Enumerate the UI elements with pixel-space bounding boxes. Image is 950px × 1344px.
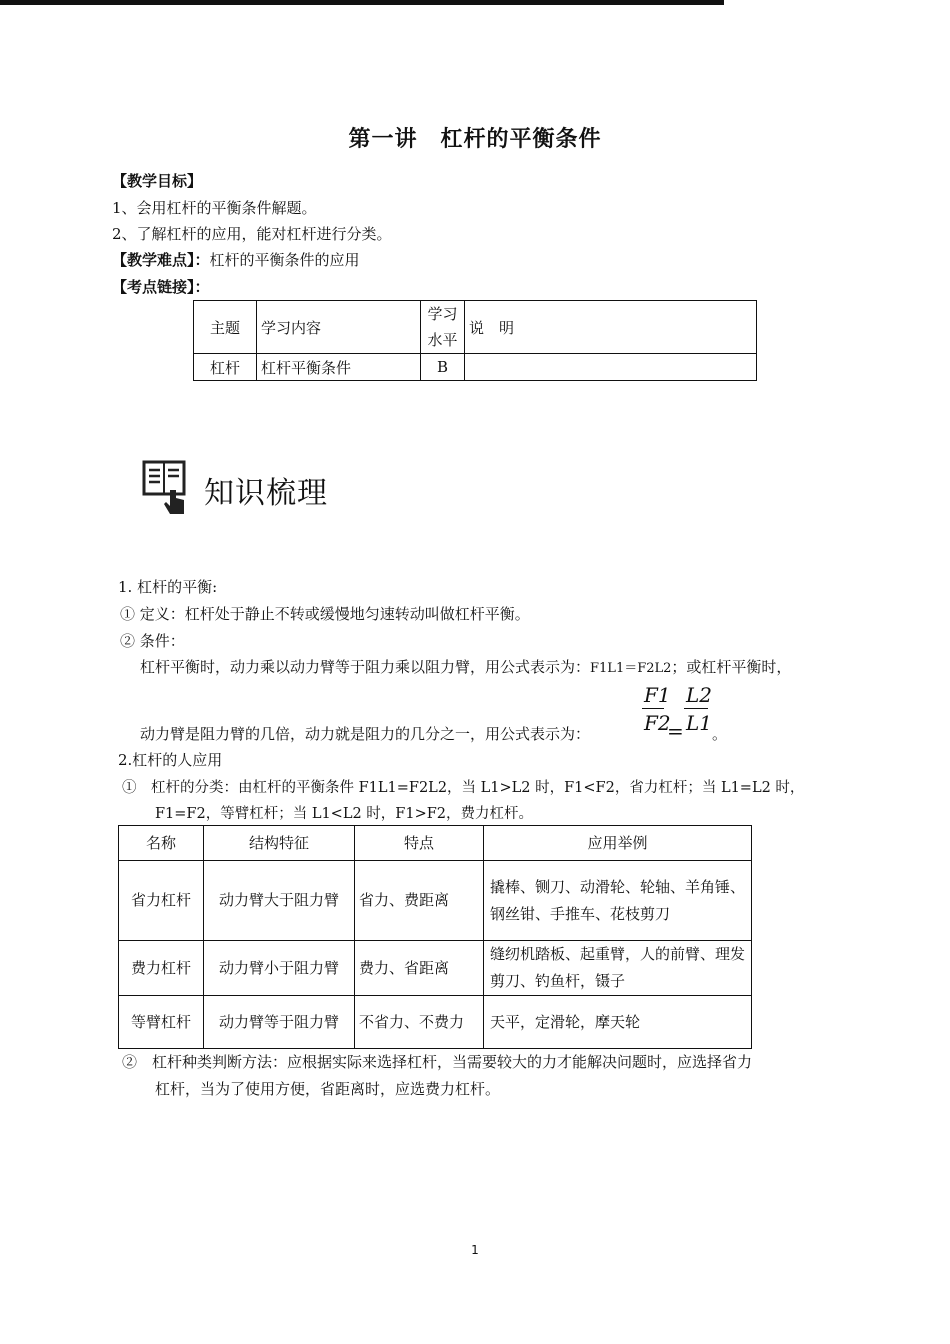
table1-cell-content: 杠杆平衡条件 xyxy=(257,354,421,381)
difficulty-text: 杠杆的平衡条件的应用 xyxy=(209,251,360,269)
difficulty-label: 【教学难点】： xyxy=(112,251,210,269)
page-title: 第一讲 杠杆的平衡条件 xyxy=(348,127,602,152)
table2-cell: 不省力、不费力 xyxy=(355,996,484,1049)
table2-cell: 动力臂小于阻力臂 xyxy=(204,941,355,996)
table1-header-topic: 主题 xyxy=(194,301,257,354)
p2-classification-line1: ① 杠杆的分类：由杠杆的平衡条件 F1L1=F2L2，当 L1>L2 时，F1<F2，省力杠杆；当 L1=L2 时， xyxy=(122,780,805,796)
section-divider-thin xyxy=(0,4,724,5)
p1-line2-text: 动力臂是阻力臂的几倍，动力就是阻力的几分之一，用公式表示为： xyxy=(140,725,591,743)
lever-types-table xyxy=(118,825,752,1049)
frac-equals: = xyxy=(667,719,684,743)
table2-cell: 动力臂大于阻力臂 xyxy=(204,861,355,941)
table2-cell: 撬棒、铡刀、动滑轮、轮轴、羊角锤、钢丝钳、手推车、花枝剪刀 xyxy=(484,861,752,941)
goal-2: 2、了解杠杆的应用，能对杠杆进行分类。 xyxy=(112,225,392,243)
table-row xyxy=(119,996,752,1049)
table2-cell: 等臂杠杆 xyxy=(119,996,204,1049)
table1-header-level-line1: 学习 xyxy=(427,305,458,323)
table2-cell: 费力、省距离 xyxy=(355,941,484,996)
p3-line2: 杠杆，当为了使用方便，省距离时，应选费力杠杆。 xyxy=(155,1080,501,1098)
table-row xyxy=(119,861,752,941)
p1-line2-tail: 。 xyxy=(712,725,728,743)
p1-line1 xyxy=(140,656,791,677)
table2-cell: 费力杠杆 xyxy=(119,941,204,996)
goals-heading: 【教学目标】 xyxy=(112,172,203,190)
page-number: 1 xyxy=(471,1243,479,1257)
section-title: 知识梳理 xyxy=(204,476,328,511)
table2-header-name: 名称 xyxy=(119,826,204,861)
p1-formula: F1L1＝F2L2 xyxy=(590,661,672,676)
links-label: 【考点链接】： xyxy=(112,278,210,296)
p1-line2 xyxy=(140,723,590,744)
table2-cell: 省力杠杆 xyxy=(119,861,204,941)
table2-header-structure: 结构特征 xyxy=(204,826,355,861)
frac-den-right: L1 xyxy=(686,711,713,735)
table1-header-level-line2: 水平 xyxy=(427,331,458,349)
table1-header-level xyxy=(421,301,465,354)
table1-cell-notes xyxy=(465,354,757,381)
frac-bar-right xyxy=(684,708,708,709)
frac-bar-left xyxy=(642,708,664,709)
p2-heading: 2.杠杆的人应用 xyxy=(118,751,223,769)
objectives-table xyxy=(193,300,757,381)
table1-header-notes: 说 明 xyxy=(465,301,757,354)
p1-line1-text: 杠杆平衡时，动力乘以动力臂等于阻力乘以阻力臂，用公式表示为： xyxy=(140,658,591,676)
p1-heading: 1. 杠杆的平衡: xyxy=(118,578,218,596)
frac-den-left: F2 xyxy=(644,711,671,735)
p2-classification-line2: F1=F2，等臂杠杆；当 L1<L2 时，F1>F2，费力杠杆。 xyxy=(155,806,534,822)
table2-cell: 缝纫机踏板、起重臂，人的前臂、理发剪刀、钓鱼杆，镊子 xyxy=(484,941,752,996)
p1-definition: ① 定义：杠杆处于静止不转或缓慢地匀速转动叫做杠杆平衡。 xyxy=(120,605,530,623)
table2-cell: 天平，定滑轮，摩天轮 xyxy=(484,996,752,1049)
table2-cell: 省力、费距离 xyxy=(355,861,484,941)
frac-num-left: F1 xyxy=(644,683,671,707)
book-pointer-icon xyxy=(142,460,190,516)
table2-header-feature: 特点 xyxy=(355,826,484,861)
table1-header-content: 学习内容 xyxy=(257,301,421,354)
table2-header-examples: 应用举例 xyxy=(484,826,752,861)
p1-line1-tail: ；或杠杆平衡时， xyxy=(671,658,792,676)
p3-line1: ② 杠杆种类判断方法：应根据实际来选择杠杆，当需要较大的力才能解决问题时，应选择省力 xyxy=(122,1053,753,1071)
p1-condition: ② 条件： xyxy=(120,632,185,650)
difficulty-row xyxy=(112,249,360,270)
table-row xyxy=(119,941,752,996)
frac-num-right: L2 xyxy=(686,683,713,707)
table2-cell: 动力臂等于阻力臂 xyxy=(204,996,355,1049)
table1-cell-topic: 杠杆 xyxy=(194,354,257,381)
table1-cell-level: B xyxy=(421,354,465,381)
goal-1: 1、会用杠杆的平衡条件解题。 xyxy=(112,199,317,217)
